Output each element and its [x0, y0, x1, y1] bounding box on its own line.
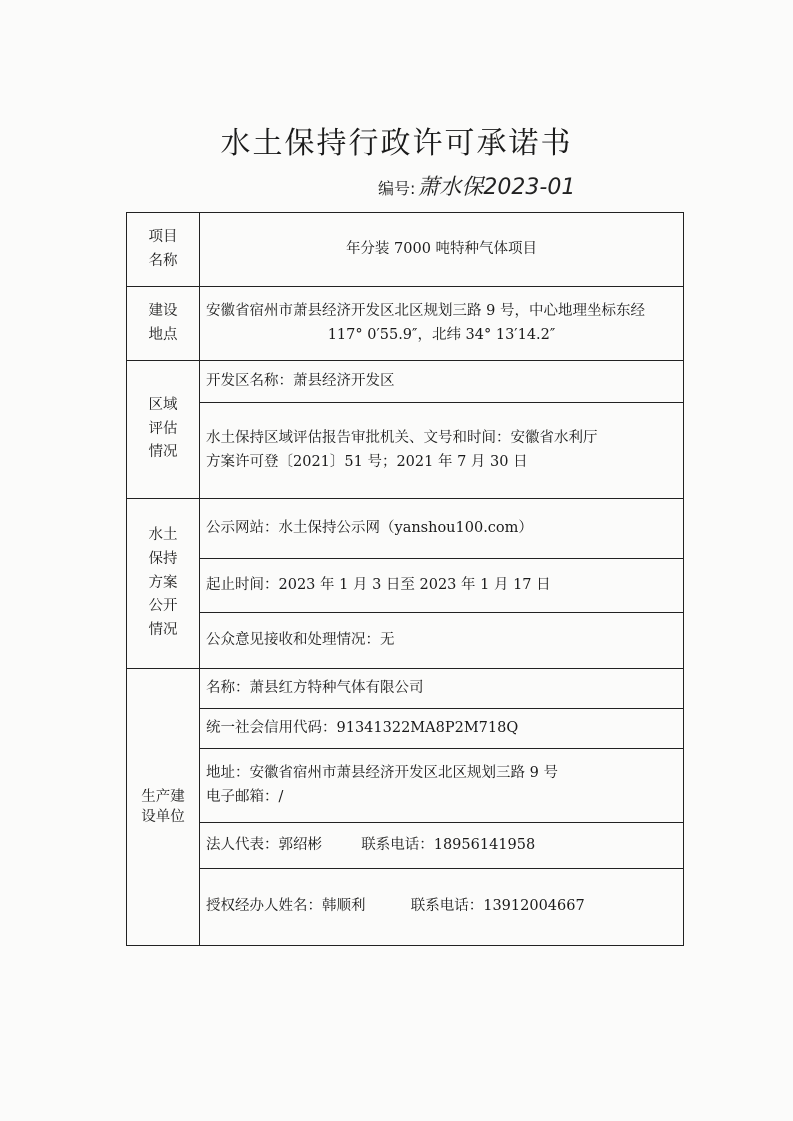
value-region-zone: 开发区名称：萧县经济开发区 — [200, 361, 684, 403]
row-disclosure-period — [127, 559, 684, 613]
unit-address: 地址：安徽省宿州市萧县经济开发区北区规划三路 9 号 — [206, 764, 558, 781]
document-title: 水土保持行政许可承诺书 — [220, 126, 573, 161]
region-report-line-2: 方案许可登〔2021〕51 号；2021 年 7 月 30 日 — [206, 453, 528, 470]
unit-legal-rep: 法人代表：郭绍彬 — [206, 836, 322, 853]
label-location: 建设 地点 — [127, 287, 200, 361]
row-unit-address — [127, 749, 684, 823]
document-number-value: 萧水保2023-01 — [417, 175, 576, 200]
row-unit-credit-code — [127, 709, 684, 749]
unit-agent-phone: 联系电话：13912004667 — [410, 898, 585, 915]
value-unit-legal-rep — [200, 823, 684, 869]
label-disclosure: 水土 保持 方案 公开 情况 — [127, 499, 200, 669]
value-disclosure-period: 起止时间：2023 年 1 月 3 日至 2023 年 1 月 17 日 — [200, 559, 684, 613]
label-project-name: 项目 名称 — [127, 213, 200, 287]
unit-legal-phone: 联系电话：18956141958 — [361, 836, 536, 853]
value-region-report — [200, 403, 684, 499]
unit-email: 电子邮箱：/ — [206, 788, 284, 805]
value-disclosure-website: 公示网站：水土保持公示网（yanshou100.com） — [200, 499, 684, 559]
value-unit-address — [200, 749, 684, 823]
row-unit-name — [127, 669, 684, 709]
value-unit-name: 名称：萧县红方特种气体有限公司 — [200, 669, 684, 709]
row-region-report — [127, 403, 684, 499]
row-unit-agent — [127, 869, 684, 946]
document-number — [378, 170, 575, 201]
row-region-zone — [127, 361, 684, 403]
row-location — [127, 287, 684, 361]
row-project-name — [127, 213, 684, 287]
location-line-2: 117° 0′55.9″，北纬 34° 13′14.2″ — [327, 326, 556, 343]
value-project-name: 年分装 7000 吨特种气体项目 — [200, 213, 684, 287]
value-location — [200, 287, 684, 361]
label-unit: 生产建 设单位 — [127, 669, 200, 946]
value-disclosure-feedback: 公众意见接收和处理情况：无 — [200, 613, 684, 669]
unit-agent: 授权经办人姓名：韩顺利 — [206, 898, 366, 915]
commitment-form-table — [126, 212, 684, 946]
value-unit-credit-code: 统一社会信用代码：91341322MA8P2M718Q — [200, 709, 684, 749]
value-unit-agent — [200, 869, 684, 946]
location-line-1: 安徽省宿州市萧县经济开发区北区规划三路 9 号，中心地理坐标东经 — [206, 302, 645, 319]
row-disclosure-feedback — [127, 613, 684, 669]
document-number-label: 编号: — [378, 179, 416, 198]
row-disclosure-website — [127, 499, 684, 559]
region-report-line-1: 水土保持区域评估报告审批机关、文号和时间：安徽省水利厅 — [206, 429, 598, 446]
row-unit-legal-rep — [127, 823, 684, 869]
label-region: 区域 评估 情况 — [127, 361, 200, 499]
